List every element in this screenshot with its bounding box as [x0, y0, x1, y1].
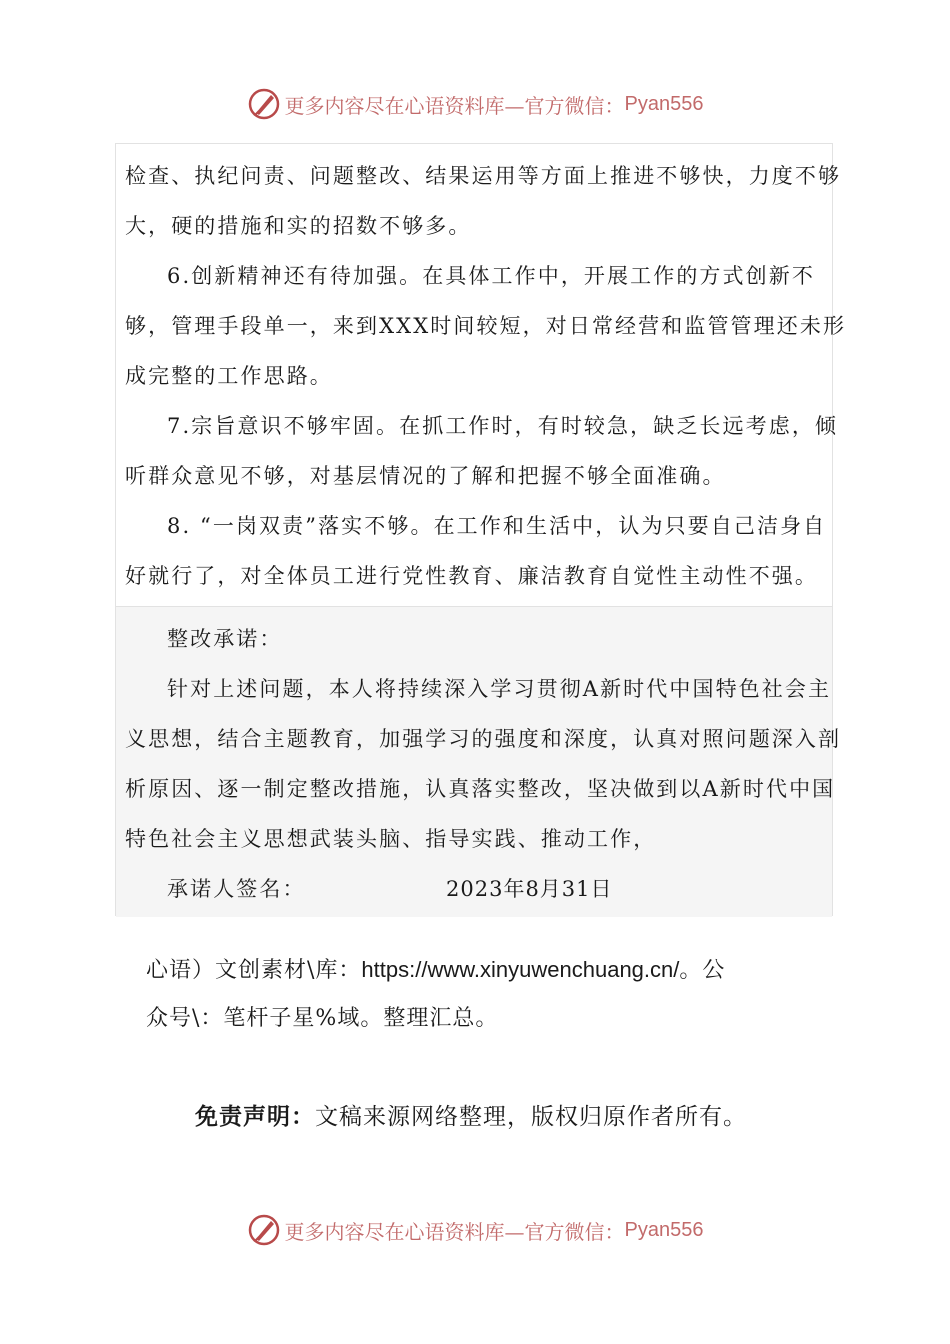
banner-wechat-id: Pyan556	[624, 1218, 704, 1241]
problem-line: 大，硬的措施和实的招数不够多。	[125, 214, 472, 238]
problem-line: 检查、执纪问责、问题整改、结果运用等方面上推进不够快，力度不够	[125, 164, 842, 188]
problems-section	[116, 144, 847, 606]
signature-date: 2023年8月31日	[446, 877, 613, 901]
disclaimer-label: 免责声明：	[195, 1104, 315, 1130]
problem-line: 够，管理手段单一，来到XXX时间较短，对日常经营和监管管理还未形	[125, 314, 847, 338]
footer-banner	[0, 1210, 950, 1250]
problem-line: 好就行了，对全体员工进行党性教育、廉洁教育自觉性主动性不强。	[125, 564, 818, 588]
commitment-line: 针对上述问题，本人将持续深入学习贯彻A新时代中国特色社会主	[167, 677, 832, 701]
banner-text: 更多内容尽在心语资料库—官方微信：	[284, 1219, 625, 1244]
commitment-line: 特色社会主义思想武装头脑、指导实践、推动工作，	[125, 827, 657, 851]
problem-line: 6.创新精神还有待加强。在具体工作中，开展工作的方式创新不	[167, 264, 815, 288]
commitment-line: 析原因、逐一制定整改措施，认真落实整改，坚决做到以A新时代中国	[125, 777, 836, 801]
footer-suffix: 。公	[679, 958, 726, 983]
commitment-section	[116, 606, 842, 917]
disclaimer	[195, 1101, 747, 1133]
problem-line: 听群众意见不够，对基层情况的了解和把握不够全面准确。	[125, 464, 726, 488]
banner-wechat-id: Pyan556	[624, 92, 704, 115]
header-banner	[0, 84, 950, 124]
commitment-line: 义思想，结合主题教育，加强学习的强度和深度，认真对照问题深入剖	[125, 727, 842, 751]
footer-line-1	[146, 954, 725, 987]
quill-logo-icon	[247, 1213, 281, 1247]
banner-text: 更多内容尽在心语资料库—官方微信：	[284, 93, 625, 118]
footer-url-link[interactable]: https://www.xinyuwenchuang.cn/	[361, 957, 680, 982]
content-box	[115, 143, 847, 916]
commitment-heading: 整改承诺：	[167, 627, 283, 651]
problem-line: 成完整的工作思路。	[125, 364, 333, 388]
footer-line-2: 众号\：笔杆子星%域。整理汇总。	[146, 1006, 499, 1031]
problem-line: 7.宗旨意识不够牢固。在抓工作时，有时较急，缺乏长远考虑，倾	[167, 414, 839, 438]
footer-prefix: 心语）文创素材\库：	[146, 958, 362, 983]
quill-logo-icon	[247, 87, 281, 121]
disclaimer-text: 文稿来源网络整理，版权归原作者所有。	[315, 1104, 747, 1130]
signature-label: 承诺人签名：	[167, 877, 306, 901]
problem-line: 8. “一岗双责”落实不够。在工作和生活中，认为只要自己洁身自	[167, 514, 827, 538]
